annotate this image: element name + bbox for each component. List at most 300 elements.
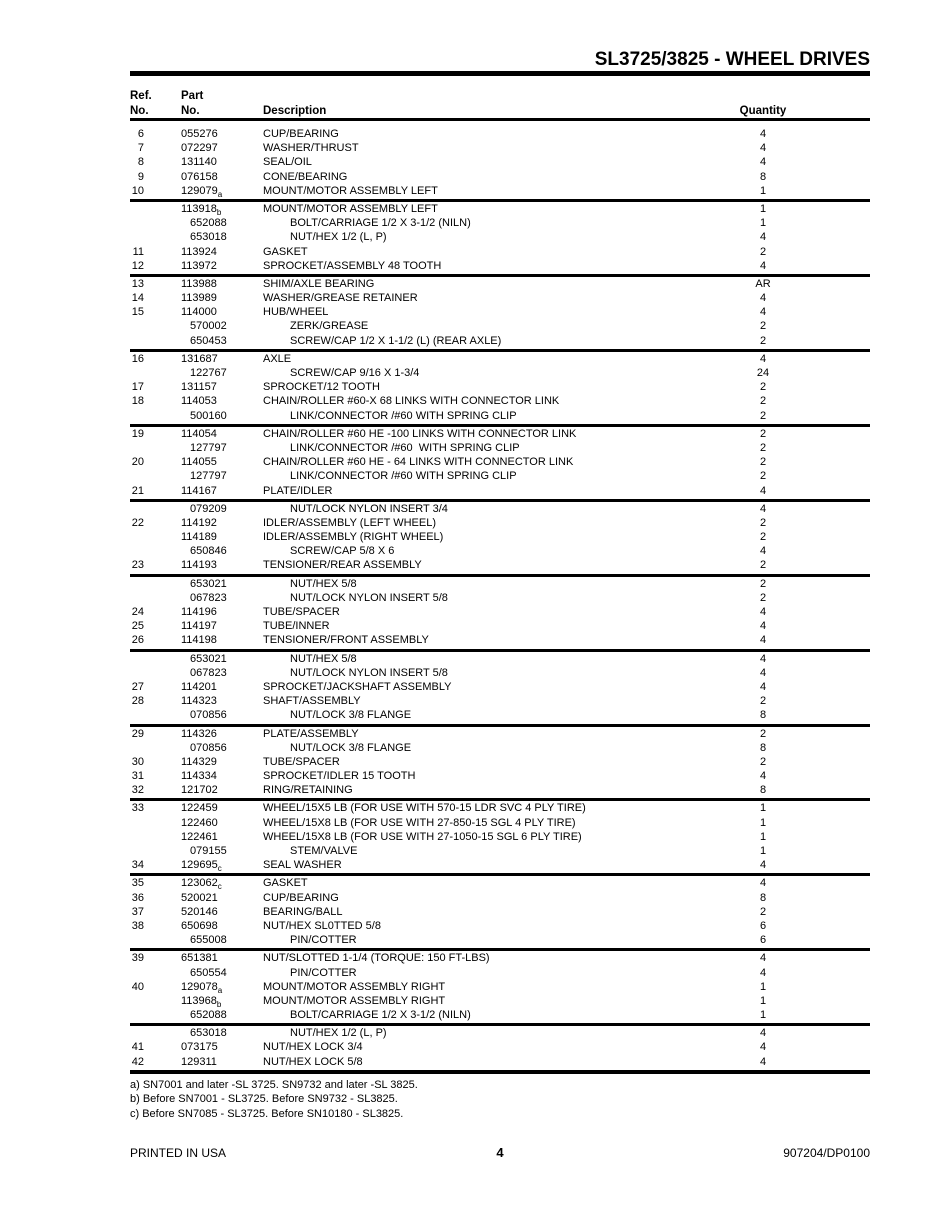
description-cell: RING/RETAINING [263, 784, 353, 797]
page-content [130, 0, 870, 1122]
ref-no-cell [130, 1008, 144, 1022]
ref-no-cell [130, 708, 144, 722]
quantity-cell: 4 [759, 634, 767, 647]
part-no-cell: $129079_a$ [181, 184, 223, 199]
ref-no-cell [130, 741, 144, 755]
part-no-cell: 651381 [181, 952, 218, 965]
description-cell: SPROCKET/ASSEMBLY 48 TOOTH [263, 259, 442, 272]
part-no-cell: 655008 [190, 934, 227, 947]
ref-no-cell [130, 334, 144, 348]
quantity-cell: 4 [759, 1055, 767, 1068]
quantity-cell: 1 [759, 1009, 767, 1022]
description-cell: CONE/BEARING [263, 170, 348, 183]
description-cell: HUB/WHEEL [263, 306, 329, 319]
header-divider [130, 118, 870, 121]
table-row [130, 783, 870, 797]
table-row [130, 966, 870, 980]
ref-no-cell: 30 [131, 755, 144, 768]
description-cell: STEM/VALVE [290, 845, 358, 857]
part-no-cell: 072297 [181, 142, 218, 155]
quantity-cell: 1 [759, 845, 767, 857]
column-header-ref-no: No. [130, 105, 149, 117]
description-cell: CHAIN/ROLLER #60 HE - 64 LINKS WITH CONNECTOR LINK [263, 456, 574, 469]
column-header-ref: Ref. [130, 90, 152, 102]
ref-no-cell [130, 409, 144, 423]
part-no-cell: 113972 [181, 259, 217, 272]
table-row [130, 516, 870, 530]
ref-no-cell: 40 [131, 980, 144, 993]
description-cell: GASKET [263, 245, 308, 258]
description-cell: PLATE/IDLER [263, 484, 333, 497]
quantity-cell: 2 [759, 381, 767, 394]
description-cell: SEAL WASHER [263, 859, 342, 872]
description-cell: SPROCKET/12 TOOTH [263, 381, 380, 394]
table-row [130, 245, 870, 259]
ref-no-cell: 19 [131, 427, 144, 440]
ref-no-cell: 22 [131, 516, 144, 529]
quantity-cell: 2 [759, 516, 767, 529]
table-section [130, 277, 870, 352]
quantity-cell: 1 [759, 802, 767, 815]
quantity-cell: 4 [759, 952, 767, 965]
quantity-cell: 2 [759, 905, 767, 918]
part-no-cell: 114055 [181, 456, 217, 469]
quantity-cell: 4 [759, 156, 767, 169]
table-row [130, 951, 870, 965]
table-row [130, 891, 870, 905]
quantity-cell: 1 [759, 217, 767, 230]
description-cell: MOUNT/MOTOR ASSEMBLY RIGHT [263, 980, 446, 993]
table-row [130, 469, 870, 483]
description-cell: NUT/LOCK 3/8 FLANGE [290, 709, 412, 722]
quantity-cell: 1 [759, 830, 767, 843]
ref-no-cell: 14 [131, 292, 144, 305]
table-row [130, 577, 870, 591]
table-row [130, 230, 870, 244]
ref-no-cell: 35 [131, 877, 144, 890]
part-no-cell: 122459 [181, 802, 218, 815]
part-no-cell: $129695_c$ [181, 859, 222, 874]
table-section [130, 502, 870, 577]
ref-no-cell: 9 [137, 170, 144, 183]
part-no-cell: 653021 [190, 652, 227, 665]
table-row [130, 844, 870, 858]
part-no-cell: 070856 [190, 709, 227, 722]
parts-table [130, 127, 870, 1074]
description-cell: SCREW/CAP 9/16 X 1-3/4 [290, 367, 420, 379]
table-row [130, 905, 870, 919]
description-cell: ZERK/GREASE [290, 320, 369, 333]
quantity-cell: 4 [759, 502, 767, 515]
column-header-quantity: Quantity [739, 105, 787, 117]
ref-no-cell [130, 591, 144, 605]
table-row [130, 305, 870, 319]
description-cell: AXLE [263, 352, 292, 365]
table-section [130, 951, 870, 1026]
description-cell: BOLT/CARRIAGE 1/2 X 3-1/2 (NILN) [290, 1009, 471, 1022]
table-row [130, 127, 870, 141]
ref-no-cell: 27 [131, 680, 144, 693]
table-row [130, 441, 870, 455]
part-no-cell: 079209 [190, 502, 227, 515]
description-cell: NUT/HEX 5/8 [290, 577, 357, 590]
ref-no-cell [130, 652, 144, 666]
part-no-cell: 076158 [181, 170, 218, 183]
quantity-cell: 4 [759, 128, 767, 140]
footnote: c) Before SN7085 - SL3725. Before SN10180 - SL3825. [130, 1108, 404, 1120]
part-no-cell: 055276 [181, 128, 218, 140]
description-cell: NUT/SLOTTED 1-1/4 (TORQUE: 150 FT-LBS) [263, 952, 490, 965]
description-cell: NUT/HEX 5/8 [290, 652, 357, 665]
ref-no-cell: 33 [131, 802, 144, 815]
table-row [130, 666, 870, 680]
part-no-cell: 121702 [181, 784, 218, 797]
description-cell: WASHER/THRUST [263, 142, 359, 155]
quantity-cell: 4 [759, 545, 767, 558]
description-cell: CHAIN/ROLLER #60-X 68 LINKS WITH CONNECTOR LINK [263, 395, 560, 408]
table-row [130, 319, 870, 333]
description-cell: WASHER/GREASE RETAINER [263, 292, 418, 305]
quantity-cell: 1 [759, 816, 767, 829]
part-no-cell: 067823 [190, 666, 227, 679]
quantity-cell: 4 [759, 352, 767, 365]
part-no-cell: 070856 [190, 741, 227, 754]
part-no-cell: 113988 [181, 277, 217, 290]
ref-no-cell [130, 319, 144, 333]
part-no-cell: 650698 [181, 919, 218, 932]
table-section [130, 427, 870, 502]
ref-no-cell [130, 844, 144, 858]
ref-no-cell: 11 [132, 245, 144, 258]
table-row [130, 409, 870, 423]
table-row [130, 755, 870, 769]
table-section [130, 577, 870, 652]
ref-no-cell: 25 [131, 620, 144, 633]
quantity-cell: 6 [759, 934, 767, 947]
table-row [130, 591, 870, 605]
ref-no-cell: 29 [131, 727, 144, 740]
part-no-cell: 520146 [181, 905, 218, 918]
table-row [130, 291, 870, 305]
ref-no-cell: 8 [137, 156, 144, 169]
description-cell: LINK/CONNECTOR /#60 WITH SPRING CLIP [290, 441, 520, 454]
part-no-cell: 114189 [181, 531, 217, 544]
description-cell: SPROCKET/JACKSHAFT ASSEMBLY [263, 680, 452, 693]
ref-no-cell: 23 [131, 559, 144, 572]
description-cell: CUP/BEARING [263, 891, 339, 904]
quantity-cell: 1 [759, 980, 767, 993]
quantity-cell: 4 [759, 1027, 767, 1040]
description-cell: CUP/BEARING [263, 128, 339, 140]
table-section [130, 127, 870, 202]
description-cell: SHIM/AXLE BEARING [263, 277, 375, 290]
ref-no-cell: 28 [131, 695, 144, 708]
quantity-cell: 2 [759, 456, 767, 469]
table-row [130, 366, 870, 380]
ref-no-cell [130, 502, 144, 516]
part-no-cell: 114326 [181, 727, 217, 740]
ref-no-cell: 31 [131, 770, 144, 783]
description-cell: TUBE/INNER [263, 620, 330, 633]
ref-no-cell [130, 202, 144, 217]
part-no-cell: 079155 [190, 845, 227, 857]
part-no-cell: 652088 [190, 1009, 227, 1022]
table-row [130, 919, 870, 933]
part-no-cell: 114167 [181, 484, 217, 497]
quantity-cell: 2 [759, 441, 767, 454]
table-row [130, 1040, 870, 1054]
table-row [130, 455, 870, 469]
table-row [130, 994, 870, 1008]
quantity-cell: 8 [759, 891, 767, 904]
table-row [130, 1026, 870, 1040]
quantity-cell: 2 [759, 755, 767, 768]
part-no-cell: 114197 [181, 620, 217, 633]
quantity-cell: 2 [759, 320, 767, 333]
quantity-cell: 4 [759, 620, 767, 633]
part-no-cell: 067823 [190, 591, 227, 604]
quantity-cell: 2 [759, 531, 767, 544]
description-cell: IDLER/ASSEMBLY (RIGHT WHEEL) [263, 531, 444, 544]
table-row [130, 334, 870, 348]
description-cell: LINK/CONNECTOR /#60 WITH SPRING CLIP [290, 409, 517, 422]
part-no-cell: 114193 [181, 559, 217, 572]
quantity-cell: 4 [759, 877, 767, 890]
footnote: a) SN7001 and later -SL 3725. SN9732 and later -SL 3825. [130, 1078, 418, 1091]
description-cell: BEARING/BALL [263, 905, 343, 918]
part-no-cell: $113918_b$ [181, 202, 222, 218]
ref-no-cell: 32 [131, 784, 144, 797]
part-no-cell: 122460 [181, 816, 218, 829]
part-no-cell: 114198 [181, 634, 217, 647]
ref-no-cell [130, 816, 144, 830]
quantity-cell: 2 [759, 395, 767, 408]
table-row [130, 694, 870, 708]
description-cell: TUBE/SPACER [263, 606, 340, 618]
part-no-cell: 114053 [181, 395, 217, 408]
description-cell: WHEEL/15X5 LB (FOR USE WITH 570-15 LDR SVC 4 PLY TIRE) [263, 802, 586, 815]
part-no-cell: 114201 [181, 680, 217, 693]
ref-no-cell: 12 [131, 259, 144, 272]
table-row [130, 727, 870, 741]
ref-no-cell: 20 [131, 456, 144, 469]
page-title: SL3725/3825 - WHEEL DRIVES [594, 49, 870, 70]
part-no-cell: 650554 [190, 966, 227, 979]
table-row [130, 380, 870, 394]
ref-no-cell: 24 [131, 606, 144, 618]
column-header-part-no: No. [181, 105, 200, 117]
ref-no-cell [130, 933, 144, 947]
footer-printed-in: PRINTED IN USA [130, 1146, 227, 1160]
description-cell: NUT/HEX SL0TTED 5/8 [263, 919, 381, 932]
table-row [130, 708, 870, 722]
quantity-cell: 4 [759, 306, 767, 319]
ref-no-cell [130, 830, 144, 844]
part-no-cell: 114054 [181, 427, 217, 440]
description-cell: PIN/COTTER [290, 934, 357, 947]
part-no-subscript: b [216, 1000, 222, 1010]
part-no-cell: 113924 [181, 245, 217, 258]
table-row [130, 680, 870, 694]
table-section [130, 352, 870, 427]
table-row [130, 933, 870, 947]
ref-no-cell: 6 [137, 128, 144, 140]
description-cell: LINK/CONNECTOR /#60 WITH SPRING CLIP [290, 470, 517, 483]
ref-no-cell: 37 [131, 905, 144, 918]
table-row [130, 184, 870, 198]
quantity-cell: AR [755, 277, 771, 290]
ref-no-cell [130, 966, 144, 980]
table-row [130, 427, 870, 441]
ref-no-cell: 16 [131, 352, 144, 365]
part-no-subscript: a [217, 985, 223, 995]
quantity-cell: 2 [759, 559, 767, 572]
description-cell: NUT/HEX 1/2 (L, P) [290, 231, 387, 244]
description-cell: IDLER/ASSEMBLY (LEFT WHEEL) [263, 516, 436, 529]
quantity-cell: 2 [759, 577, 767, 590]
table-row [130, 530, 870, 544]
table-row [130, 394, 870, 408]
quantity-cell: 4 [759, 680, 767, 693]
quantity-cell: 6 [759, 919, 767, 932]
table-section [130, 652, 870, 727]
quantity-cell: 1 [759, 994, 767, 1007]
description-cell: WHEEL/15X8 LB (FOR USE WITH 27-1050-15 SGL 6 PLY TIRE) [263, 830, 582, 843]
description-cell: NUT/HEX LOCK 3/4 [263, 1041, 363, 1054]
part-no-cell: $123062_c$ [181, 877, 222, 892]
description-cell: TENSIONER/REAR ASSEMBLY [263, 559, 422, 572]
part-no-cell: 129311 [181, 1055, 217, 1068]
table-row [130, 502, 870, 516]
description-cell: NUT/LOCK 3/8 FLANGE [290, 741, 412, 754]
part-no-cell: 122767 [190, 367, 227, 379]
description-cell: NUT/LOCK NYLON INSERT 5/8 [290, 591, 448, 604]
table-row [130, 170, 870, 184]
ref-no-cell: 26 [131, 634, 144, 647]
table-row [130, 259, 870, 273]
ref-no-cell: 42 [131, 1055, 144, 1068]
table-row [130, 769, 870, 783]
quantity-cell: 8 [759, 741, 767, 754]
part-no-cell: 653018 [190, 1027, 227, 1040]
ref-no-cell [130, 544, 144, 558]
ref-no-cell: 34 [131, 859, 144, 872]
table-row [130, 558, 870, 572]
quantity-cell: 4 [759, 859, 767, 872]
ref-no-cell [130, 230, 144, 244]
quantity-cell: 4 [759, 259, 767, 272]
column-header-description: Description [263, 105, 327, 117]
table-section [130, 1026, 870, 1074]
quantity-cell: 2 [759, 427, 767, 440]
quantity-cell: 1 [759, 202, 767, 215]
quantity-cell: 8 [759, 784, 767, 797]
quantity-cell: 4 [759, 484, 767, 497]
part-no-cell: 114196 [181, 606, 217, 618]
ref-no-cell [130, 469, 144, 483]
part-no-cell: 114334 [181, 770, 217, 783]
table-row [130, 633, 870, 647]
part-no-cell: 131157 [181, 381, 217, 394]
part-no-cell: 653021 [190, 577, 227, 590]
description-cell: PLATE/ASSEMBLY [263, 727, 359, 740]
description-cell: PIN/COTTER [290, 966, 357, 979]
ref-no-cell [130, 216, 144, 230]
table-row [130, 141, 870, 155]
part-no-cell: 127797 [190, 470, 227, 483]
ref-no-cell [130, 994, 144, 1009]
ref-no-cell [130, 1026, 144, 1040]
table-row [130, 816, 870, 830]
table-row [130, 202, 870, 216]
ref-no-cell: 36 [131, 891, 144, 904]
table-row [130, 801, 870, 815]
quantity-cell: 2 [759, 727, 767, 740]
quantity-cell: 4 [759, 606, 767, 618]
table-section [130, 202, 870, 277]
description-cell: NUT/HEX 1/2 (L, P) [290, 1027, 387, 1040]
quantity-cell: 8 [759, 709, 767, 722]
ref-no-cell: 7 [137, 142, 144, 155]
title-divider [130, 71, 870, 76]
part-no-cell: 114323 [181, 695, 217, 708]
part-no-cell: 520021 [181, 891, 218, 904]
ref-no-cell: 21 [131, 484, 144, 497]
footnote: b) Before SN7001 - SL3725. Before SN9732 - SL3825. [130, 1093, 398, 1106]
quantity-cell: 4 [759, 231, 767, 244]
table-row [130, 216, 870, 230]
table-section [130, 727, 870, 802]
ref-no-cell: 39 [131, 952, 144, 965]
part-no-cell: 127797 [190, 441, 227, 454]
ref-no-cell [130, 577, 144, 591]
table-row [130, 830, 870, 844]
ref-no-cell: 38 [131, 919, 144, 932]
description-cell: MOUNT/MOTOR ASSEMBLY LEFT [263, 184, 438, 197]
table-section [130, 876, 870, 951]
part-no-cell: 650846 [190, 545, 227, 558]
part-no-subscript: b [216, 208, 222, 218]
part-no-cell: 114192 [181, 516, 217, 529]
quantity-cell: 1 [759, 184, 767, 197]
quantity-cell: 4 [759, 1041, 767, 1054]
part-no-cell: 113989 [181, 292, 217, 305]
table-row [130, 484, 870, 498]
part-no-subscript: a [217, 189, 223, 199]
ref-no-cell [130, 666, 144, 680]
part-no-subscript: c [217, 882, 222, 892]
description-cell: SEAL/OIL [263, 156, 312, 169]
part-no-cell: 650453 [190, 334, 227, 347]
ref-no-cell [130, 530, 144, 544]
footnotes [130, 1078, 870, 1122]
ref-no-cell: 15 [131, 306, 144, 319]
ref-no-cell [130, 366, 144, 380]
part-no-cell: $113968_b$ [181, 994, 222, 1010]
part-no-cell: 073175 [181, 1041, 218, 1054]
description-cell: BOLT/CARRIAGE 1/2 X 3-1/2 (NILN) [290, 217, 471, 230]
quantity-cell: 4 [759, 142, 767, 155]
table-row [130, 652, 870, 666]
quantity-cell: 2 [759, 591, 767, 604]
quantity-cell: 2 [759, 245, 767, 258]
part-no-subscript: c [217, 864, 222, 874]
part-no-cell: 122461 [181, 830, 218, 843]
description-cell: SHAFT/ASSEMBLY [263, 695, 361, 708]
footer-page-number: 4 [496, 1145, 504, 1160]
part-no-cell: 500160 [190, 409, 227, 422]
table-row [130, 876, 870, 890]
